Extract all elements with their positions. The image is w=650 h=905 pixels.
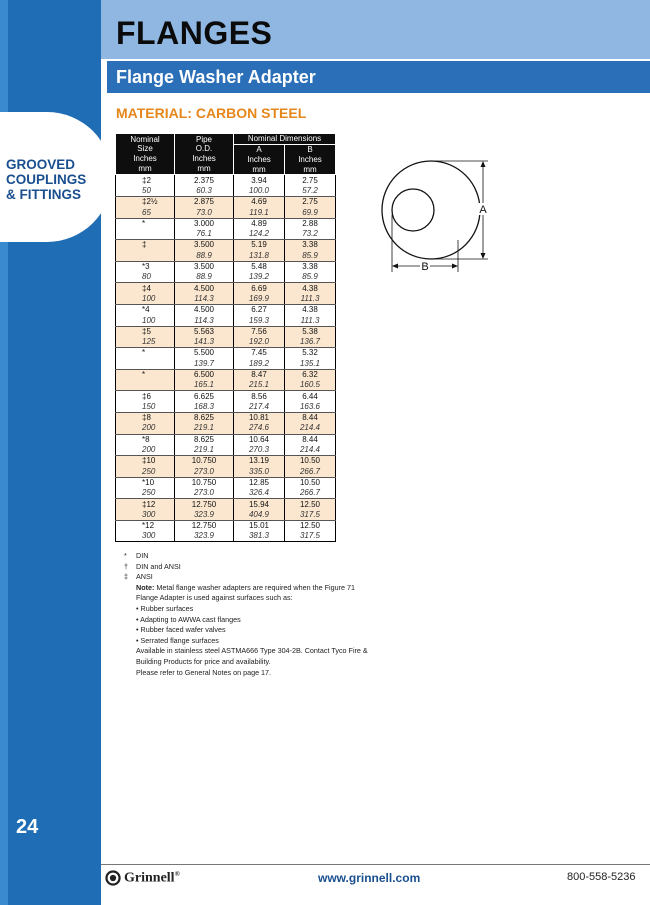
table-cell: 217.4 [234,402,285,413]
legend-item-din-ansi [124,562,374,573]
table-cell: 335.0 [234,466,285,477]
notes-block [124,551,374,678]
table-row [116,369,336,380]
table-row [116,434,336,445]
table-cell: 317.5 [285,531,336,542]
table-row [116,391,336,402]
table-cell: 10.50 [285,456,336,467]
table-cell: 60.3 [175,186,234,197]
col-header-nominal-dimensions: Nominal Dimensions [234,134,336,145]
table-row [116,499,336,510]
col-header-nominal-size [116,134,175,175]
note-bullet: • Rubber faced wafer valves [136,625,226,635]
table-row [116,456,336,467]
table-cell: 114.3 [175,315,234,326]
table-row-metric [116,380,336,391]
table-cell: 100 [116,315,175,326]
section-line-1: GROOVED [6,157,76,172]
table-cell: 12.50 [285,499,336,510]
note-bullet: • Rubber surfaces [136,603,194,613]
table-cell: 4.89 [234,218,285,229]
table-cell: 150 [116,402,175,413]
table-cell: *4 [116,304,175,315]
table-row-metric [116,207,336,218]
table-cell [116,358,175,369]
table-cell: 57.2 [285,186,336,197]
table-cell: 85.9 [285,272,336,283]
table-cell: 323.9 [175,531,234,542]
table-cell: 13.19 [234,456,285,467]
table-row-metric [116,488,336,499]
table-cell: 136.7 [285,337,336,348]
legend-item-ansi [124,572,374,583]
table-cell: ‡ [116,240,175,251]
table-row [116,326,336,337]
table-cell: 4.500 [175,283,234,294]
table-cell: 273.0 [175,466,234,477]
table-cell: 111.3 [285,294,336,305]
legend-symbol: * [124,551,127,560]
table-cell: 160.5 [285,380,336,391]
table-cell: *12 [116,520,175,531]
table-row [116,520,336,531]
dim-a-label: A [479,204,487,216]
table-cell: 2.88 [285,218,336,229]
dim-b-arrow-left [392,264,398,269]
col-header-pipe-od [175,134,234,175]
dim-a-arrow-bottom [481,253,486,259]
table-row-metric [116,531,336,542]
table-cell: 2.75 [285,196,336,207]
dim-a-arrow-top [481,161,486,167]
table-cell: 219.1 [175,445,234,456]
table-cell: 165.1 [175,380,234,391]
dim-b-label: B [421,261,429,273]
legend-text: DIN and ANSI [136,561,181,571]
table-cell: 270.3 [234,445,285,456]
table-body [116,175,336,542]
table-cell: ‡8 [116,412,175,423]
table-cell: 4.38 [285,283,336,294]
table-cell: 88.9 [175,250,234,261]
col-header-a [234,145,285,175]
table-cell: 15.94 [234,499,285,510]
table-row [116,304,336,315]
table-cell: 10.50 [285,477,336,488]
header-text: Inches [298,154,322,164]
table-cell: 323.9 [175,510,234,521]
table-cell: 266.7 [285,466,336,477]
table-cell: * [116,348,175,359]
table-row-metric [116,445,336,456]
table-row-metric [116,315,336,326]
table-cell: 4.500 [175,304,234,315]
section-label [6,157,106,202]
table-cell: 7.45 [234,348,285,359]
header-text: mm [252,164,266,174]
table-cell: 139.7 [175,358,234,369]
table-cell: 163.6 [285,402,336,413]
table-row-metric [116,272,336,283]
table-cell: 141.3 [175,337,234,348]
table-cell: 73.2 [285,229,336,240]
table-cell: 2.75 [285,175,336,186]
table-cell: 3.94 [234,175,285,186]
table-cell: 3.500 [175,240,234,251]
table-cell: 100.0 [234,186,285,197]
table-cell: 12.85 [234,477,285,488]
legend-item-din [124,551,374,562]
table-cell: 215.1 [234,380,285,391]
page-subtitle: Flange Washer Adapter [116,67,316,87]
header-text: Inches [247,154,271,164]
dim-b-arrow-right [452,264,458,269]
table-cell: 80 [116,272,175,283]
header-text: Size [137,144,153,154]
table-row-metric [116,466,336,477]
table-cell: 381.3 [234,531,285,542]
table-cell: *3 [116,261,175,272]
table-row-metric [116,250,336,261]
header-text: Nominal [130,134,160,144]
table-cell: 6.69 [234,283,285,294]
footer-divider [101,864,650,865]
table-cell: 50 [116,186,175,197]
note-bullet: • Serrated flange surfaces [136,635,219,645]
table-cell: 119.1 [234,207,285,218]
table-cell: 10.750 [175,477,234,488]
table-cell: 169.9 [234,294,285,305]
table-cell: 5.38 [285,326,336,337]
table-cell: *10 [116,477,175,488]
brand-name [124,870,180,887]
table-cell: 3.38 [285,261,336,272]
page-number: 24 [16,816,39,838]
table-row-metric [116,423,336,434]
table-cell: *8 [116,434,175,445]
table-cell: 273.0 [175,488,234,499]
table-cell: 10.81 [234,412,285,423]
table-row-metric [116,510,336,521]
table-row [116,412,336,423]
table-cell: 135.1 [285,358,336,369]
table-cell: 7.56 [234,326,285,337]
table-row-metric [116,229,336,240]
legend-symbol: ‡ [124,572,128,582]
table-cell: 8.44 [285,412,336,423]
table-cell: 200 [116,423,175,434]
table-row [116,240,336,251]
table-cell: 4.38 [285,304,336,315]
table-cell: 100 [116,294,175,305]
table-cell: 300 [116,531,175,542]
header-text: A [256,145,262,154]
table-cell: * [116,218,175,229]
table-cell: 404.9 [234,510,285,521]
header-text: Inches [192,154,216,164]
table-cell: 4.69 [234,196,285,207]
table-cell: 3.38 [285,240,336,251]
section-line-3: & FITTINGS [6,187,81,202]
dimensions-table [115,133,336,542]
table-cell: 317.5 [285,510,336,521]
table-cell: 2.375 [175,175,234,186]
table-cell [116,380,175,391]
stainless-note: Available in stainless steel ASTMA666 Type 304-2B. Contact Tyco Fire & Building Products for price and availability. [136,646,368,666]
table-row [116,348,336,359]
table-cell: 250 [116,466,175,477]
table-cell: 3.500 [175,261,234,272]
table-cell: ‡6 [116,391,175,402]
washer-inner-circle [392,189,434,231]
table-cell: 12.50 [285,520,336,531]
table-cell: 111.3 [285,315,336,326]
table-cell: 88.9 [175,272,234,283]
table-cell: 6.500 [175,369,234,380]
table-row-metric [116,402,336,413]
washer-diagram [370,160,500,275]
table-row-metric [116,294,336,305]
table-cell: 8.625 [175,434,234,445]
note-text: Metal flange washer adapters are required when the Figure 71 Flange Adapter is used against surfaces such as: [136,582,355,603]
table-cell: ‡12 [116,499,175,510]
brand-text: Grinnell [124,870,175,886]
table-row-metric [116,186,336,197]
table-cell: ‡2 [116,175,175,186]
table-row [116,196,336,207]
table-cell: 6.32 [285,369,336,380]
table-cell: 15.01 [234,520,285,531]
table-row [116,175,336,186]
table-cell: 192.0 [234,337,285,348]
table-cell: 125 [116,337,175,348]
table-cell: 131.8 [234,250,285,261]
table-cell: 12.750 [175,499,234,510]
table-cell: 3.000 [175,218,234,229]
table-cell: 274.6 [234,423,285,434]
note-paragraph [124,583,374,604]
table-cell: 10.750 [175,456,234,467]
header-text: mm [197,163,211,173]
general-notes-ref: Please refer to General Notes on page 17. [136,667,272,677]
table-cell: 5.32 [285,348,336,359]
header-text: O.D. [195,144,213,154]
brand-mark: ® [174,870,180,878]
table-cell: 10.64 [234,434,285,445]
website-link[interactable]: www.grinnell.com [318,871,421,885]
table-row [116,218,336,229]
table-cell: 6.44 [285,391,336,402]
header-text: Inches [133,154,157,164]
table-cell: ‡5 [116,326,175,337]
material-heading: MATERIAL: CARBON STEEL [116,105,307,121]
table-cell: 85.9 [285,250,336,261]
col-header-b [285,145,336,175]
table-cell: 8.56 [234,391,285,402]
table-cell: 139.2 [234,272,285,283]
table-row [116,283,336,294]
table-cell: 76.1 [175,229,234,240]
table-cell: 65 [116,207,175,218]
table-cell: ‡4 [116,283,175,294]
table-cell: 5.48 [234,261,285,272]
header-text: mm [303,164,317,174]
table-row-metric [116,337,336,348]
note-label: Note: [136,582,155,592]
table-cell: 214.4 [285,423,336,434]
section-line-2: COUPLINGS [6,172,87,187]
header-text: B [307,145,313,154]
table-cell: 124.2 [234,229,285,240]
table-row [116,477,336,488]
phone-number: 800-558-5236 [567,871,636,883]
table-cell: 5.563 [175,326,234,337]
table-cell: 326.4 [234,488,285,499]
table-cell: 69.9 [285,207,336,218]
table-cell: 189.2 [234,358,285,369]
table-cell: 8.44 [285,434,336,445]
table-cell: 300 [116,510,175,521]
table-cell: ‡10 [116,456,175,467]
table-cell [116,229,175,240]
table-cell: 8.625 [175,412,234,423]
note-bullet: • Adapting to AWWA cast flanges [136,614,241,624]
header-text: mm [138,163,152,173]
table-cell: 114.3 [175,294,234,305]
table-cell [116,250,175,261]
table-cell: 214.4 [285,445,336,456]
header-text: Pipe [195,134,212,144]
table-cell: * [116,369,175,380]
legend-symbol: † [124,561,128,571]
table-cell: 2.875 [175,196,234,207]
table-cell: 12.750 [175,520,234,531]
page-title: FLANGES [116,15,273,51]
table-cell: 8.47 [234,369,285,380]
grinnell-logo-icon [104,869,122,887]
table-cell: 5.19 [234,240,285,251]
table-cell: 219.1 [175,423,234,434]
table-cell: 73.0 [175,207,234,218]
table-row [116,261,336,272]
table-cell: 200 [116,445,175,456]
table-cell: 250 [116,488,175,499]
table-row-metric [116,358,336,369]
table-cell: 5.500 [175,348,234,359]
legend-text: DIN [136,551,149,560]
table-cell: 6.625 [175,391,234,402]
table-cell: 6.27 [234,304,285,315]
table-cell: ‡2½ [116,196,175,207]
table-cell: 159.3 [234,315,285,326]
table-cell: 168.3 [175,402,234,413]
table-cell: 266.7 [285,488,336,499]
washer-outer-circle [382,161,480,259]
legend-text: ANSI [136,572,153,582]
